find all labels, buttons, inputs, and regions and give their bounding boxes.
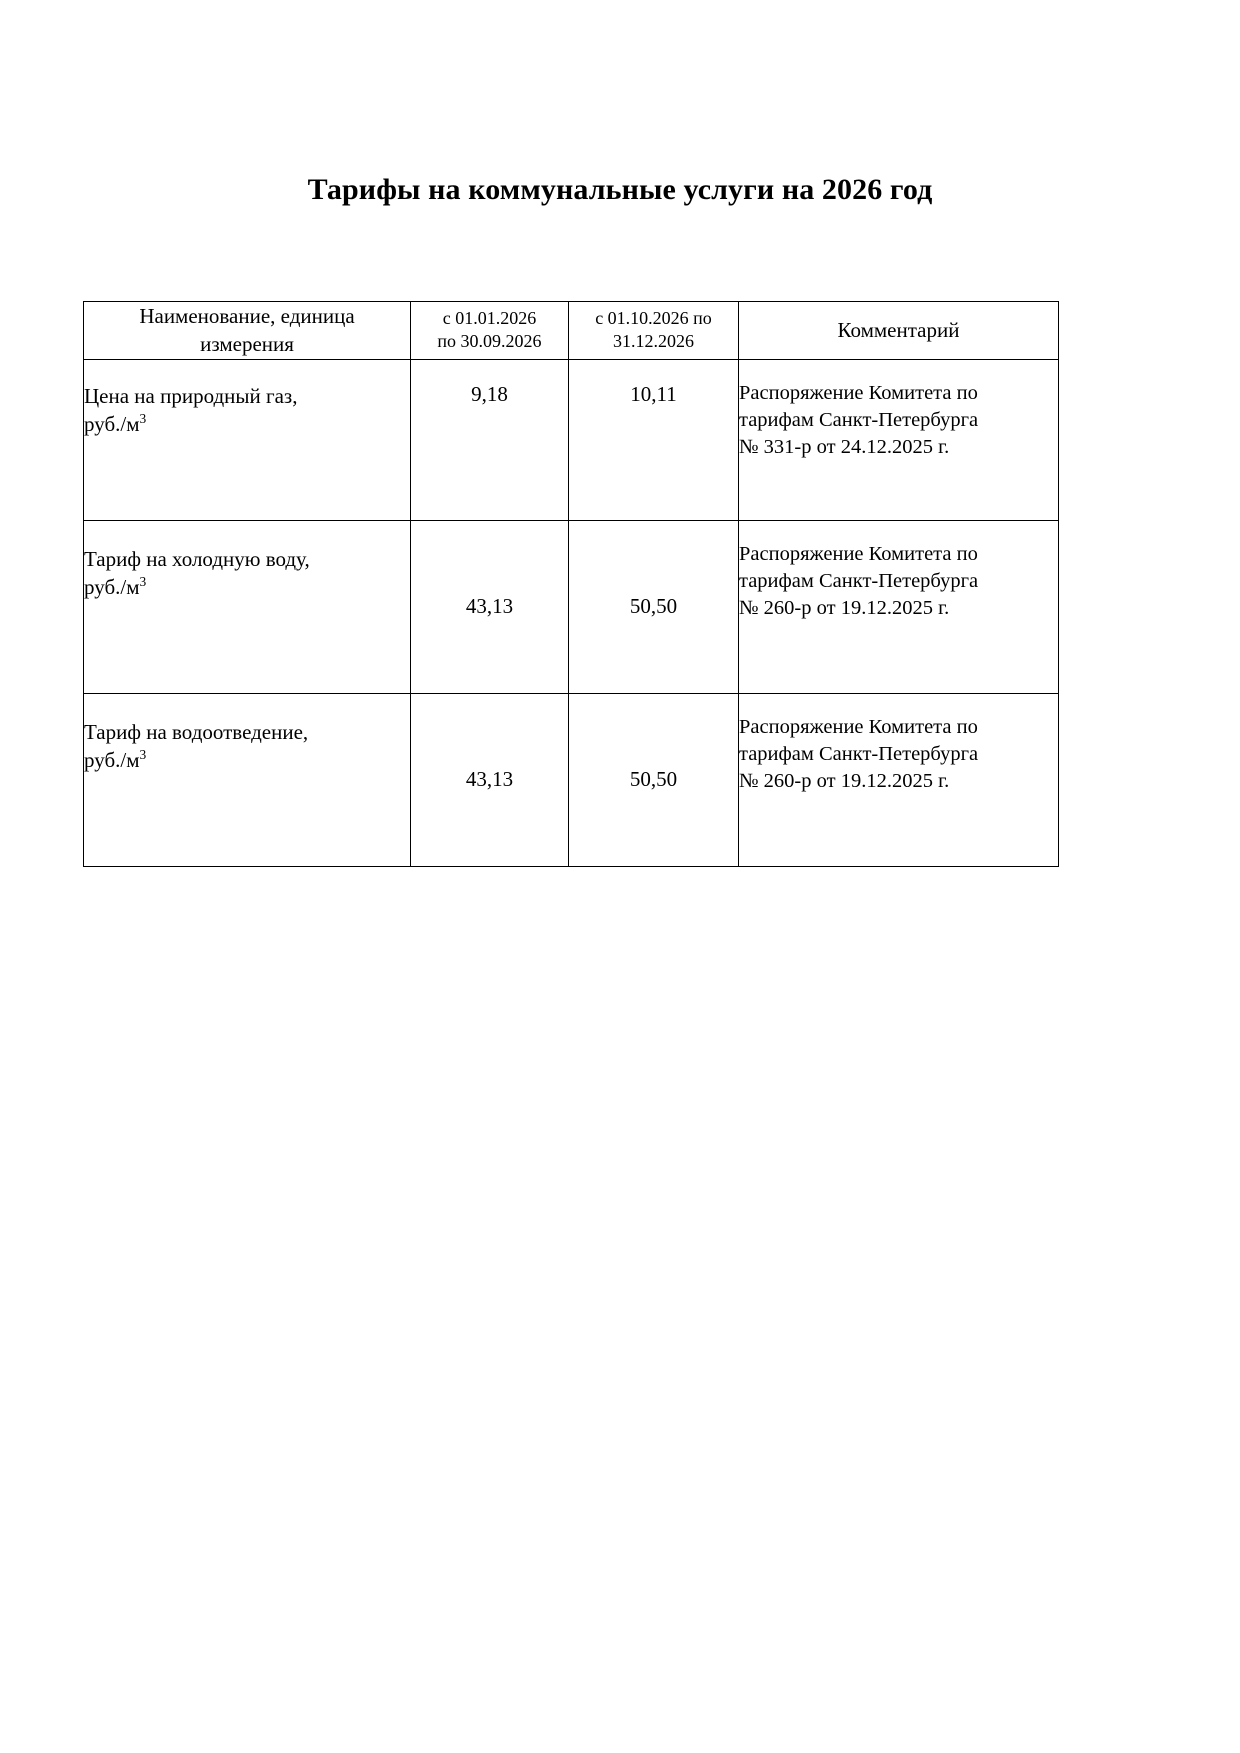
column-header-period-2 bbox=[569, 302, 739, 360]
column-header-period-1-line1: с 01.01.2026 bbox=[442, 307, 537, 328]
row-service-name bbox=[84, 520, 411, 693]
table-header-row bbox=[84, 302, 1059, 360]
column-header-period-2-line1: с 01.10.2026 по bbox=[595, 307, 712, 328]
row-value-period-2: 50,50 bbox=[569, 520, 739, 693]
row-service-unit-exponent: 3 bbox=[139, 410, 147, 426]
row-comment bbox=[739, 359, 1059, 520]
row-service-unit-text: руб./м bbox=[84, 747, 140, 772]
row-value-period-1: 43,13 bbox=[411, 693, 569, 866]
row-comment-line1: Распоряжение Комитета по bbox=[739, 381, 978, 404]
row-service-name bbox=[84, 693, 411, 866]
row-comment-line3: № 331-р от 24.12.2025 г. bbox=[739, 435, 950, 458]
column-header-name bbox=[84, 302, 411, 360]
page-title: Тарифы на коммунальные услуги на 2026 год bbox=[307, 173, 933, 206]
row-service-name-line1: Цена на природный газ, bbox=[84, 383, 298, 408]
row-comment-line3: № 260-р от 19.12.2025 г. bbox=[739, 596, 950, 619]
column-header-name-line1: Наименование, единица bbox=[139, 304, 355, 328]
row-service-unit-text: руб./м bbox=[84, 411, 140, 436]
table-row bbox=[84, 520, 1059, 693]
column-header-period-1 bbox=[411, 302, 569, 360]
row-comment bbox=[739, 693, 1059, 866]
row-comment-line2: тарифам Санкт-Петербурга bbox=[739, 742, 979, 765]
column-header-name-line2: измерения bbox=[200, 332, 294, 357]
row-comment-line1: Распоряжение Комитета по bbox=[739, 542, 978, 565]
column-header-comment bbox=[739, 302, 1059, 360]
row-service-unit bbox=[84, 748, 146, 772]
row-service-unit-text: руб./м bbox=[84, 574, 140, 599]
tariff-table bbox=[83, 301, 1059, 867]
row-value-period-1: 9,18 bbox=[411, 359, 569, 520]
row-service-unit-exponent: 3 bbox=[139, 746, 147, 762]
row-comment bbox=[739, 520, 1059, 693]
table-row bbox=[84, 359, 1059, 520]
row-service-unit-exponent: 3 bbox=[139, 573, 147, 589]
row-comment-line1: Распоряжение Комитета по bbox=[739, 715, 978, 738]
column-header-period-1-line2: по 30.09.2026 bbox=[437, 331, 542, 352]
row-service-unit bbox=[84, 575, 146, 599]
row-comment-line2: тарифам Санкт-Петербурга bbox=[739, 408, 979, 431]
row-value-period-2: 50,50 bbox=[569, 693, 739, 866]
row-value-period-2: 10,11 bbox=[569, 359, 739, 520]
row-comment-line2: тарифам Санкт-Петербурга bbox=[739, 569, 979, 592]
table-row bbox=[84, 693, 1059, 866]
column-header-period-2-line2: 31.12.2026 bbox=[613, 331, 694, 352]
column-header-comment-label: Комментарий bbox=[837, 318, 960, 343]
row-value-period-1: 43,13 bbox=[411, 520, 569, 693]
row-service-name bbox=[84, 359, 411, 520]
row-service-name-line1: Тариф на холодную воду, bbox=[84, 546, 310, 571]
row-service-name-line1: Тариф на водоотведение, bbox=[84, 719, 309, 744]
row-comment-line3: № 260-р от 19.12.2025 г. bbox=[739, 769, 950, 792]
row-service-unit bbox=[84, 412, 146, 436]
